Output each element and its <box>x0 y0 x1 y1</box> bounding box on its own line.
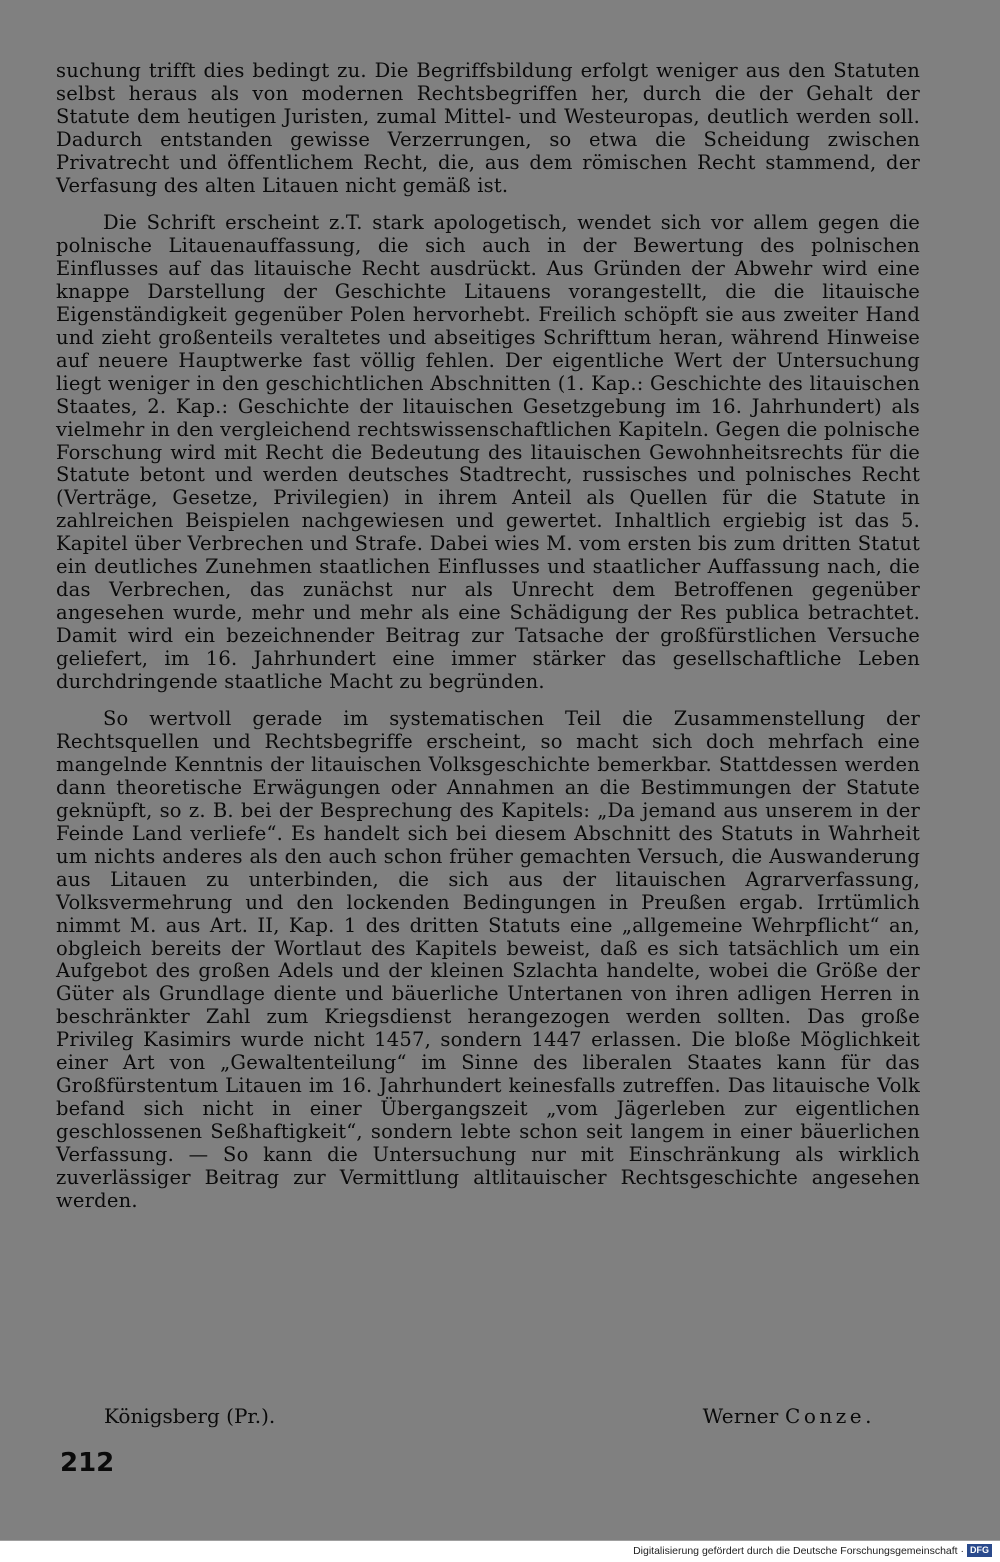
page-number: 212 <box>60 1448 115 1478</box>
signature-author <box>703 1404 875 1428</box>
author-first-name: Werner <box>702 1404 779 1428</box>
author-last-name: Conze. <box>785 1404 875 1428</box>
footer-bar <box>0 1540 1000 1562</box>
paragraph-3: So wertvoll gerade im systematischen Teil die Zusammenstellung der Rechtsquellen und Rechtsbegriffe erscheint, so macht sich doch mehrfach eine mangelnde Kenntnis der litauischen Volksgeschichte bemerkbar. Stattdessen werden dann theoretische Erwägungen oder Annahmen an die Bestimmungen der Statute geknüpft, so z. B. bei der Besprechung des Kapitels: „Da jemand aus unserem in der Feinde Land verliefe“. Es handelt sich bei diesem Abschnitt des Statuts in Wahrheit um nichts anderes als den auch schon früher gemachten Versuch, die Auswanderung aus Litauen zu unterbinden, die sich aus der litauischen Agrarverfassung, Volksvermehrung und den lockenden Bedingungen in Preußen ergab. Irrtümlich nimmt M. aus Art. II, Kap. 1 des dritten Statuts eine „allgemeine Wehrpflicht“ an, obgleich bereits der Wortlaut des Kapitels beweist, daß es sich tatsächlich um ein Aufgebot des großen Adels und der kleinen Szlachta handelte, wobei die Größe der Güter als Grundlage diente und bäuerliche Untertanen von ihren adligen Herren in beschränkter Zahl zum Kriegsdienst herangezogen werden sollten. Das große Privileg Kasimirs wurde nicht 1457, sondern 1447 erlassen. Die bloße Möglichkeit einer Art von „Gewaltenteilung“ im Sinne des liberalen Staates kann für das Großfürstentum Litauen im 16. Jahrhundert keinesfalls zutreffen. Das litauische Volk befand sich nicht in einer Übergangszeit „vom Jägerleben zur eigentlichen geschlossenen Seßhaftigkeit“, sondern lebte schon seit langem in einer bäuerlichen Verfassung. — So kann die Untersuchung nur mit Einschränkung als wirklich zuverlässiger Beitrag zur Vermittlung altlitauischer Rechtsgeschichte angesehen werden. <box>56 707 920 1212</box>
footer-credit <box>633 1544 992 1557</box>
dfg-logo-icon: DFG <box>967 1544 992 1557</box>
paragraph-2: Die Schrift erscheint z.T. stark apologetisch, wendet sich vor allem gegen die polnische Litauenauffassung, die sich auch in der Bewertung des polnischen Einflusses auf das litauische Recht ausdrückt. Aus Gründen der Abwehr wird eine knappe Darstellung der Geschichte Litauens vorangestellt, die die litauische Eigenständigkeit gegenüber Polen hervorhebt. Freilich schöpft sie aus zweiter Hand und zieht großenteils veraltetes und abseitiges Schrifttum heran, während Hinweise auf neuere Hauptwerke fast völlig fehlen. Der eigentliche Wert der Untersuchung liegt weniger in den geschichtlichen Abschnitten (1. Kap.: Geschichte des litauischen Staates, 2. Kap.: Geschichte der litauischen Gesetzgebung im 16. Jahrhundert) als vielmehr in den vergleichend rechtswissenschaftlichen Kapiteln. Gegen die polnische Forschung wird mit Recht die Bedeutung des litauischen Gewohnheitsrechts für die Statute betont und werden deutsches Stadtrecht, russisches und polnisches Recht (Verträge, Gesetze, Privilegien) in ihrem Anteil als Quellen für die Statute in zahlreichen Beispielen nachgewiesen und gewertet. Inhaltlich ergiebig ist das 5. Kapitel über Verbrechen und Strafe. Dabei wies M. vom ersten bis zum dritten Statut ein deutliches Zunehmen staatlichen Einflusses und staatlicher Auffassung nach, die das Verbrechen, das zunächst nur als Unrecht dem Betroffenen gegenüber angesehen wurde, mehr und mehr als eine Schädigung der Res publica betrachtet. Damit wird ein bezeichnender Beitrag zur Tatsache der großfürstlichen Versuche geliefert, im 16. Jahrhundert eine immer stärker das gesellschaftliche Leben durchdringende staatliche Macht zu begründen. <box>56 211 920 693</box>
footer-text: Digitalisierung gefördert durch die Deutsche Forschungsgemeinschaft · <box>633 1544 964 1557</box>
signature-place: Königsberg (Pr.). <box>104 1404 276 1428</box>
signature-line <box>104 1404 875 1428</box>
paragraph-1: suchung trifft dies bedingt zu. Die Begriffsbildung erfolgt weniger aus den Statuten selbst heraus als von modernen Rechtsbegriffen her, durch die der Gehalt der Statute dem heutigen Juristen, zumal Mittel- und Westeuropas, deutlich werden soll. Dadurch entstanden gewisse Verzerrungen, so etwa die Scheidung zwischen Privatrecht und öffentlichem Recht, die, aus dem römischen Recht stammend, der Verfasung des alten Litauen nicht gemäß ist. <box>56 59 920 197</box>
body-text <box>56 60 920 1212</box>
